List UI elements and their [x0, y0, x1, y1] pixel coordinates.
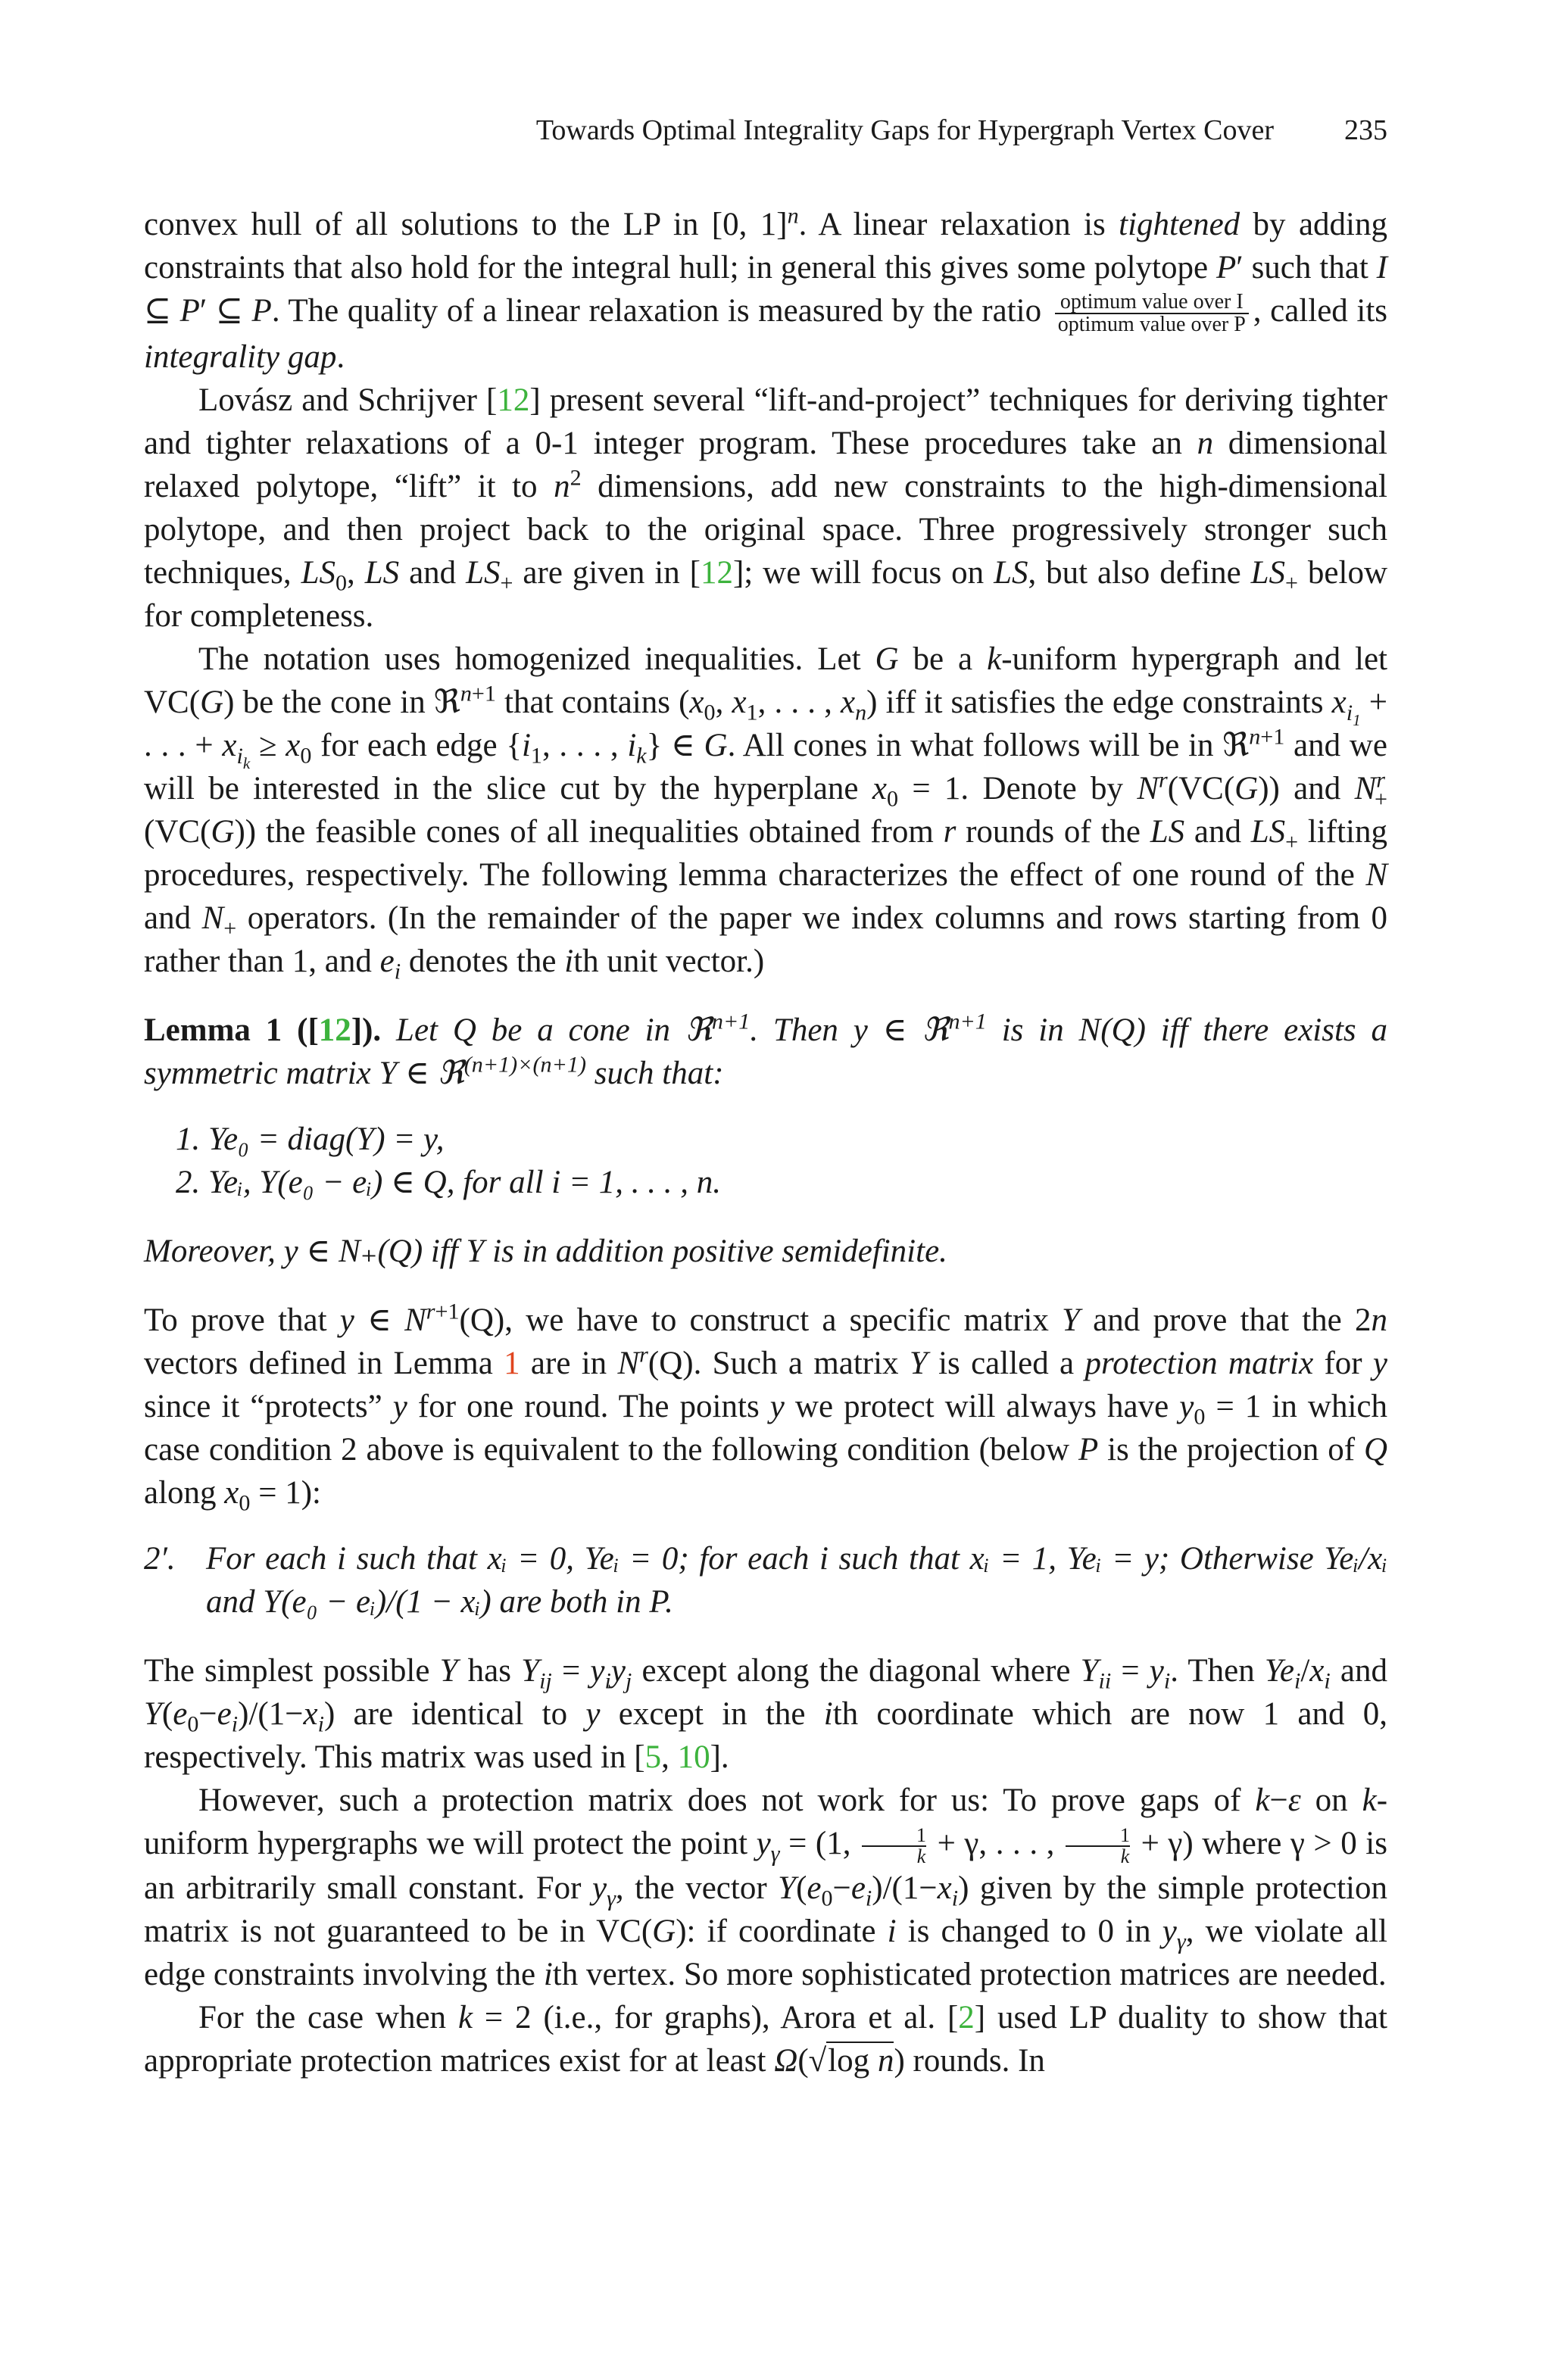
lemma-1: Lemma 1 ([12]). Let Q be a cone in ℜ$^{n+1}$. Then y ∈ ℜ$^{n+1}$ is in N(Q) iff there exists a symmetric matrix Y ∈ ℜ$^{(n+1)\times(n+1)}$ such that:: [144, 1008, 1387, 1092]
paragraph-2: Lovász and Schrijver [12] present several “lift-and-project” techniques for deriving tighter and tighter relaxations of a 0-1 integer program. These procedures take an n dimensional relaxed polytope, “lift” it to $n^2$ dimensions, add new constraints to the high-dimensional polytope, and then project back to the original space. Three progressively stronger such techniques, $LS_0$, LS and $LS_+$ are given in [12]; we will focus on LS, but also define $LS_+$ below for completeness.: [144, 382, 1388, 635]
emph-protection-matrix: protection matrix: [1084, 1346, 1314, 1382]
paragraph-4: To prove that y ∈ $N^{r+1}(Q)$, we have to construct a specific matrix Y and prove that the 2n vectors defined in Lemma 1 are in $N^r(Q)$. Such a matrix Y is called a protection matrix for y since it “protects” y for one round. The points y we protect will always have $y_0 = 1$ in which case condition 2 above is equivalent to the following condition (below P is the projection of Q along $x_0 = 1$):: [144, 1298, 1388, 1516]
lemma-ref-link[interactable]: 1: [504, 1346, 520, 1382]
citation-link[interactable]: 12: [318, 1012, 351, 1049]
running-title: Towards Optimal Integrality Gaps for Hypergraph Vertex Cover: [535, 114, 1274, 146]
ratio-fraction: $\frac{\text{optimum value over I}}{\text{optimum value over P}}$: [1055, 292, 1249, 335]
citation-link[interactable]: 5: [644, 1739, 662, 1776]
condition-2-prime: 2′. For each i such that xᵢ = 0, Yeᵢ = 0; for each i such that xᵢ = 1, Yeᵢ = y; Otherwise Yeᵢ/xᵢ and Y(e₀ − eᵢ)/(1 − xᵢ) are both in P.: [144, 1537, 1387, 1624]
lemma-moreover: Moreover, y ∈ N₊(Q) iff Y is in addition positive semidefinite.: [144, 1234, 947, 1270]
condition-1: 1. Ye₀ = diag(Y) = y,: [176, 1121, 445, 1158]
citation-link[interactable]: 12: [497, 382, 530, 419]
condition-2: 2. Yeᵢ, Y(e₀ − eᵢ) ∈ Q, for all i = 1, . . . , n.: [176, 1165, 722, 1201]
citation-link[interactable]: 10: [677, 1739, 710, 1776]
citation-link[interactable]: 12: [700, 555, 733, 591]
emph-tightened: tightened: [1119, 207, 1240, 242]
emph-integrality-gap: integrality gap: [144, 339, 337, 376]
paragraph-7: For the case when k = 2 (i.e., for graphs), Arora et al. [2] used LP duality to show that appropriate protection matrices exist for at least Ω(√log n) rounds. In: [144, 2000, 1387, 2079]
page-number: 235: [1344, 114, 1387, 146]
lemma-conditions: [144, 1118, 1387, 1204]
paragraph-5: The simplest possible Y has $Y_{ij} = y_iy_j$ except along the diagonal where $Y_{ii} = y_i$. Then $Ye_i/x_i$ and $Y(e_0-e_i)/(1-x_i)$ are identical to y except in the ith coordinate which are now 1 and 0, respectively. This matrix was used in [5, 10].: [144, 1653, 1388, 1776]
citation-link[interactable]: 2: [958, 2000, 975, 2036]
lemma-heading: Lemma 1 ([12]).: [144, 1012, 382, 1049]
paragraph-3: The notation uses homogenized inequalities. Let G be a k-uniform hypergraph and let VC(G) be the cone in ℜ$^{n+1}$ that contains ($x_0$, $x_1$, . . . , $x_n$) iff it satisfies the edge constraints $x_{i_1}$ + . . . + $x_{i_k} \ge x_0$ for each edge {$i_1$, . . . , $i_k$} ∈ G. All cones in what follows will be in ℜ$^{n+1}$ and we will be interested in the slice cut by the hyperplane $x_0 = 1$. Denote by $N^r(VC(G))$ and $N^r_+(VC(G))$ the feasible cones of all inequalities obtained from r rounds of the LS and $LS_+$ lifting procedures, respectively. The following lemma characterizes the effect of one round of the N and $N_+$ operators. (In the remainder of the paper we index columns and rows starting from 0 rather than 1, and $e_i$ denotes the ith unit vector.): [144, 641, 1388, 984]
running-head: [144, 114, 1387, 159]
body-text: [144, 203, 1387, 2082]
paragraph-1: convex hull of all solutions to the LP in [0, 1]$^n$. A linear relaxation is tightened by adding constraints that also hold for the integral hull; in general this gives some polytope P′ such that I ⊆ P′ ⊆ P. The quality of a linear relaxation is measured by the ratio $\frac{\text{optimum value over I}}{\text{optimum value over P}}$ , called its integrality gap.: [144, 202, 1387, 376]
condition-label: 2′.: [144, 1541, 176, 1577]
paragraph-6: However, such a protection matrix does not work for us: To prove gaps of k−ε on k-uniform hypergraphs we will protect the point $y_\gamma = (1$, $\frac{1}{k}$ + γ, . . . , $\frac{1}{k}$ + γ) where γ > 0 is an arbitrarily small constant. For $y_\gamma$, the vector $Y(e_0-e_i)/(1-x_i)$ given by the simple protection matrix is not guaranteed to be in VC(G): if coordinate i is changed to 0 in $y_\gamma$, we violate all edge constraints involving the ith vertex. So more sophisticated protection matrices are needed.: [144, 1783, 1388, 1993]
